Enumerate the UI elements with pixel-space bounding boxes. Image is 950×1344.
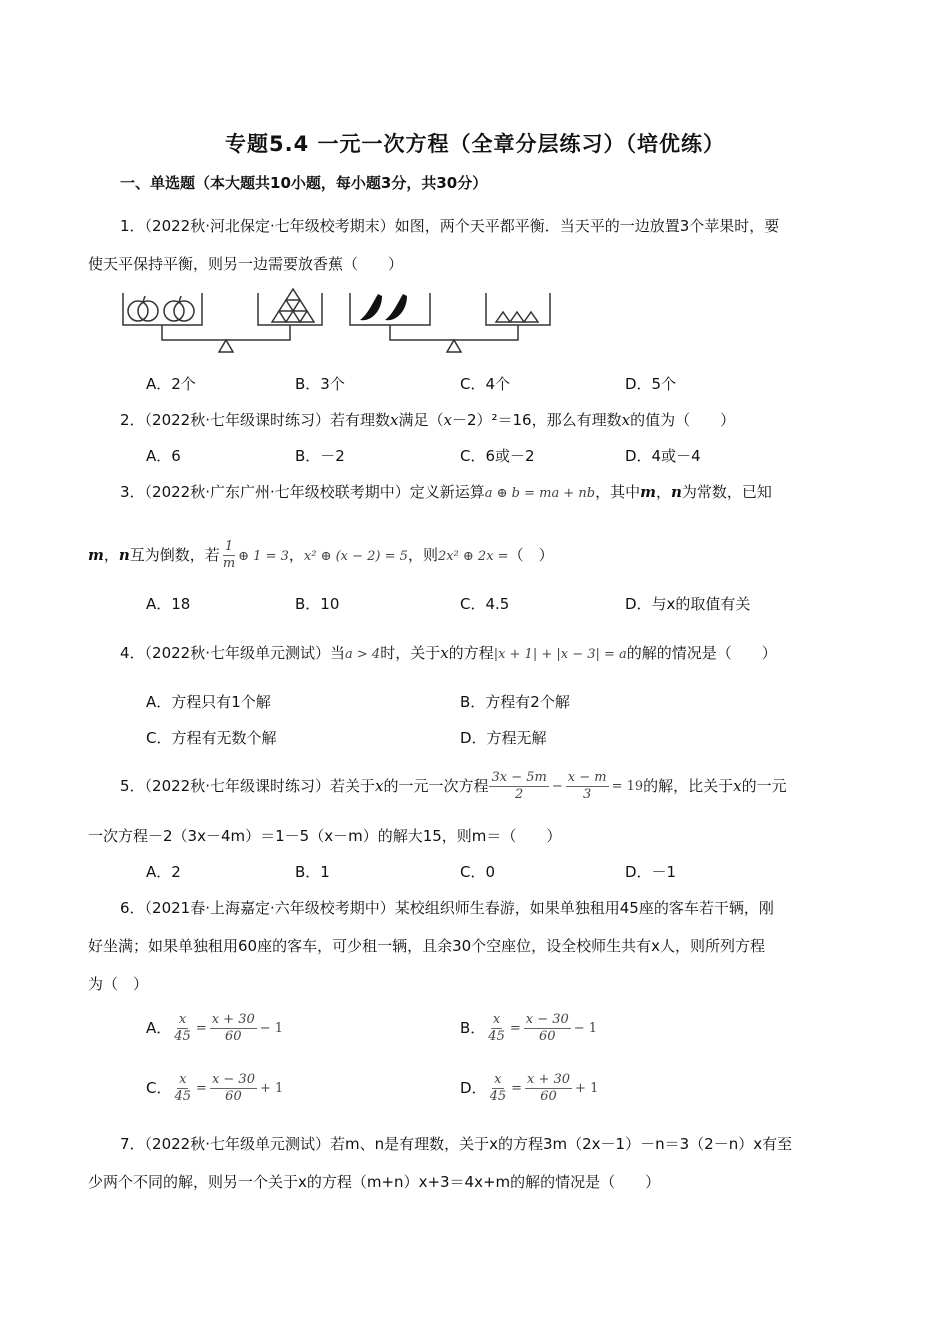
q3-text-c: 为常数，已知 — [681, 483, 772, 501]
fraction-numerator: 3x − 5m — [491, 770, 547, 785]
fraction-denominator: 60 — [540, 1089, 557, 1104]
apple-icon — [128, 296, 158, 321]
q2-var-x: x — [621, 411, 631, 429]
fraction-right — [210, 1072, 257, 1105]
q2-text-b: 满足（ — [398, 411, 444, 429]
q3-text-a: 3．（2022秋·广东广州·七年级校联考期中）定义新运算 — [120, 483, 485, 501]
scale1-fulcrum — [219, 340, 233, 352]
q5-option-c: C．0 — [460, 863, 496, 881]
q5-var-x: x — [375, 777, 384, 795]
fraction-left — [486, 1012, 507, 1045]
q3-blank: （ ） — [508, 546, 554, 564]
q4-text-a: 4．（2022秋·七年级单元测试）当 — [120, 644, 345, 662]
fraction-denominator: 45 — [489, 1089, 507, 1104]
q3-text-then: ，则 — [407, 546, 438, 564]
section-unit: 分，共 — [391, 174, 437, 192]
section-count: 10 — [270, 174, 291, 192]
fraction-numerator: x + 30 — [211, 1012, 255, 1027]
q4-equation: |x + 1| + |x − 3| = a — [493, 647, 627, 662]
q3-line2 — [88, 538, 554, 574]
q1-line2: 使天平保持平衡，则另一边需要放香蕉（ ） — [88, 255, 404, 273]
q7-line1: 7．（2022秋·七年级单元测试）若m、n是有理数，关于x的方程3m（2x－1）－n＝3（2－n）x有至 — [120, 1135, 793, 1153]
scale1-beam — [162, 325, 290, 340]
q5-rhs: = 19 — [611, 778, 644, 794]
q3-var-n: n — [118, 546, 130, 564]
scale2-fulcrum — [447, 340, 461, 352]
option-label: B． — [460, 1019, 486, 1037]
fraction-numerator: x — [494, 1072, 502, 1087]
fraction-denominator: 60 — [225, 1089, 242, 1104]
equals-sign: = — [195, 1020, 207, 1036]
fraction-numerator: x — [492, 1012, 501, 1027]
q1-option-c: C．4个 — [460, 375, 511, 393]
q3-option-a: A．18 — [146, 595, 191, 613]
q4-text-c: 的方程 — [448, 644, 494, 662]
q5-line2: 一次方程－2（3x－4m）＝1－5（x－m）的解大15，则m＝（ ） — [88, 827, 562, 845]
fraction-left — [172, 1012, 193, 1045]
fraction-numerator: x — [179, 1072, 187, 1087]
q3-comma: ， — [103, 546, 119, 564]
q3-expression-1: ⊕ 1 = 3 — [238, 549, 289, 564]
section-mid: 小题，每小题 — [290, 174, 381, 192]
q3-text-b: ，其中 — [595, 483, 641, 501]
q2-text-a: 2．（2022秋·七年级课时练习）若有理数 — [120, 411, 390, 429]
q4-var-x: x — [440, 644, 449, 662]
fraction-denominator: 45 — [488, 1029, 505, 1044]
q4-option-a: A．方程只有1个解 — [146, 693, 271, 711]
q6-line3: 为（ ） — [88, 975, 149, 993]
q3-option-b: B．10 — [295, 595, 340, 613]
q2-option-c: C．6或－2 — [460, 447, 535, 465]
q5-text-d: 的一元 — [741, 777, 787, 795]
fraction-denominator: 45 — [174, 1089, 192, 1104]
q6-option-b — [460, 1012, 597, 1045]
q1-option-d: D．5个 — [625, 375, 677, 393]
q5-text-c: 的解，比关于 — [643, 777, 734, 795]
option-label: A． — [146, 1019, 172, 1037]
section-heading — [120, 172, 487, 193]
q3-var-m: m — [640, 483, 656, 501]
option-label: C． — [146, 1079, 172, 1097]
q5-option-b: B．1 — [295, 863, 330, 881]
q5-option-d: D．－1 — [625, 863, 677, 881]
fraction-denominator: 45 — [174, 1029, 191, 1044]
q6-option-d — [460, 1072, 598, 1105]
q6-option-a — [146, 1012, 283, 1045]
section-total: 30 — [436, 174, 458, 192]
triangle-stack-icon — [272, 289, 314, 322]
q3-var-n: n — [671, 483, 682, 501]
expression-tail: + 1 — [259, 1080, 284, 1096]
fraction-numerator: x — [178, 1012, 187, 1027]
fraction-denominator: 60 — [538, 1029, 556, 1044]
q4-option-d: D．方程无解 — [460, 729, 547, 747]
section-each: 3 — [380, 174, 392, 192]
q3-expression-2: x² ⊕ (x − 2) = 5 — [303, 549, 408, 564]
banana-icon — [385, 294, 407, 320]
fraction-left — [172, 1072, 193, 1105]
q3-fraction-1-over-m — [221, 539, 237, 572]
q1-option-a: A．2个 — [146, 375, 196, 393]
q6-option-c — [146, 1072, 283, 1105]
minus-sign: − — [551, 778, 563, 794]
q5-var-x: x — [733, 777, 742, 795]
q2-line1 — [120, 410, 735, 430]
q1-option-b: B．3个 — [295, 375, 345, 393]
q2-text-d: 的值为（ ） — [630, 411, 736, 429]
q3-line1 — [120, 482, 772, 504]
q4-line1 — [120, 643, 777, 665]
q6-line1: 6．（2021春·上海嘉定·六年级校考期中）某校组织师生春游，如果单独租用45座的客车若干辆，刚 — [120, 899, 774, 917]
q3-option-c: C．4.5 — [460, 595, 510, 613]
q5-option-a: A．2 — [146, 863, 181, 881]
fraction-right — [525, 1072, 572, 1105]
q2-option-a: A．6 — [146, 447, 181, 465]
section-end: 分） — [457, 174, 488, 192]
equals-sign: = — [196, 1080, 207, 1096]
q5-text-a: 5．（2022秋·七年级课时练习）若关于 — [120, 777, 375, 795]
q4-condition: a > 4 — [345, 647, 381, 662]
q5-text-b: 的一元一次方程 — [383, 777, 489, 795]
q3-text-reciprocal: 互为倒数，若 — [129, 546, 220, 564]
q3-comma: ， — [655, 483, 671, 501]
q3-comma: ， — [288, 546, 304, 564]
q3-expression-3: 2x² ⊕ 2x = — [437, 549, 509, 564]
q2-var-x: x — [390, 411, 399, 429]
section-prefix: 一、单选题（本大题共 — [120, 174, 271, 192]
q3-definition-formula: a ⊕ b = ma + nb — [484, 486, 596, 501]
q5-fraction-2 — [566, 770, 609, 803]
fraction-numerator: x + 30 — [527, 1072, 571, 1087]
fraction-right — [524, 1012, 571, 1045]
q3-option-d: D．与x的取值有关 — [625, 595, 751, 613]
apple-icon — [164, 296, 194, 321]
q4-option-b: B．方程有2个解 — [460, 693, 570, 711]
expression-tail: + 1 — [575, 1080, 599, 1096]
fraction-numerator: x − m — [567, 770, 607, 785]
q5-fraction-1 — [489, 770, 548, 803]
page-title: 专题5.4 一元一次方程（全章分层练习）（培优练） — [224, 132, 725, 156]
banana-icon — [360, 294, 382, 320]
q5-line1 — [120, 766, 787, 807]
q1-line1: 1．（2022秋·河北保定·七年级校考期末）如图，两个天平都平衡．当天平的一边放置3个苹果时，要 — [120, 217, 780, 235]
q6-line2: 好坐满；如果单独租用60座的客车，可少租一辆，且余30个空座位，设全校师生共有x人，则所列方程 — [88, 937, 766, 955]
q5-equation — [488, 767, 643, 807]
q2-option-b: B．－2 — [295, 447, 345, 465]
scale2-right-pan — [486, 293, 550, 325]
q2-option-d: D．4或－4 — [625, 447, 701, 465]
expression-tail: − 1 — [259, 1020, 284, 1036]
equals-sign: = — [511, 1080, 523, 1096]
q4-text-d: 的解的情况是（ ） — [626, 644, 777, 662]
expression-tail: − 1 — [573, 1020, 598, 1036]
q4-text-b: 时，关于 — [380, 644, 441, 662]
fraction-numerator: 1 — [224, 539, 234, 554]
balance-scales-figure — [120, 288, 560, 358]
scale2-beam — [390, 325, 518, 340]
fraction-denominator: 2 — [515, 787, 524, 802]
option-label: D． — [460, 1079, 487, 1097]
fraction-denominator: 3 — [583, 787, 592, 802]
q4-option-c: C．方程有无数个解 — [146, 729, 277, 747]
fraction-denominator: 60 — [224, 1029, 242, 1044]
q2-var-x: x — [443, 411, 452, 429]
fraction-numerator: x − 30 — [211, 1072, 255, 1087]
triangle-row-icon — [496, 312, 538, 322]
q7-line2: 少两个不同的解，则另一个关于x的方程（m+n）x+3＝4x+m的解的情况是（ ） — [88, 1173, 661, 1191]
fraction-left — [488, 1072, 509, 1105]
fraction-denominator: m — [222, 556, 236, 571]
fraction-numerator: x − 30 — [525, 1012, 569, 1027]
q3-var-m: m — [88, 546, 104, 564]
fraction-right — [210, 1012, 257, 1045]
q2-text-c: －2）²＝16，那么有理数 — [451, 411, 622, 429]
equals-sign: = — [509, 1020, 521, 1036]
